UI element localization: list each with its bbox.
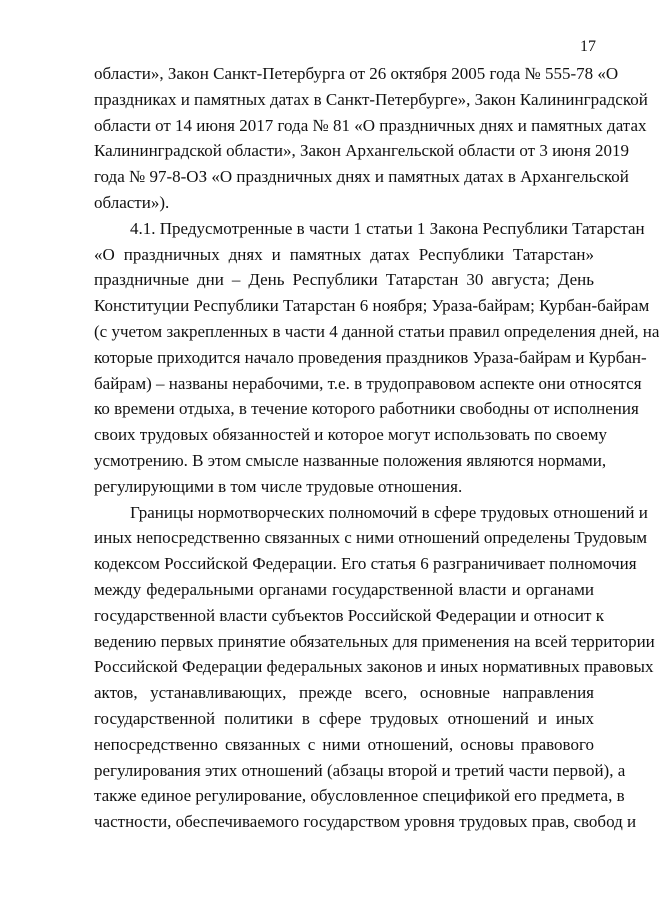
text-line: государственной власти субъектов Российской Федерации и относит к [94, 605, 604, 625]
text-line: праздниках и памятных датах в Санкт-Петербурге», Закон Калининградской [94, 89, 648, 109]
text-line: иных непосредственно связанных с ними отношений определены Трудовым [94, 528, 648, 548]
text-line: области»). [94, 192, 170, 212]
text-line: Калининградской области», Закон Архангельской области от 3 июня 2019 [94, 141, 630, 161]
text-line: области от 14 июня 2017 года № 81 «О праздничных днях и памятных датах [94, 115, 647, 135]
text-line: своих трудовых обязанностей и которое могут использовать по своему [94, 425, 607, 445]
text-line: актов, устанавливающих, прежде всего, основные направления [94, 683, 594, 703]
text-line: также единое регулирование, обусловленное спецификой его предмета, в [94, 786, 625, 806]
text-line: Российской Федерации федеральных законов и иных нормативных правовых [94, 657, 654, 677]
text-line: ко времени отдыха, в течение которого работники свободны от исполнения [94, 399, 639, 419]
text-line: частности, обеспечиваемого государством уровня трудовых прав, свобод и [94, 812, 637, 832]
text-line: непосредственно связанных с ними отношений, основы правового [94, 734, 594, 754]
text-line: года № 97-8-ОЗ «О праздничных днях и памятных датах в Архангельской [94, 167, 629, 187]
text-line: праздничные дни – День Республики Татарстан 30 августа; День [94, 270, 594, 290]
body-text [94, 61, 659, 835]
text-line: Конституции Республики Татарстан 6 ноября; Ураза-байрам; Курбан-байрам [94, 296, 650, 316]
text-line: между федеральными органами государственной власти и органами [94, 579, 594, 599]
text-line: регулирования этих отношений (абзацы второй и третий части первой), а [94, 760, 626, 780]
text-line: которые приходится начало проведения праздников Ураза-байрам и Курбан- [94, 347, 647, 367]
text-line: кодексом Российской Федерации. Его статья 6 разграничивает полномочия [94, 554, 637, 574]
text-line: государственной политики в сфере трудовых отношений и иных [94, 708, 594, 728]
page-number: 17 [580, 38, 596, 55]
paragraph-2 [94, 216, 659, 500]
text-line: 4.1. Предусмотренные в части 1 статьи 1 Закона Республики Татарстан [130, 218, 645, 238]
paragraph-3 [94, 500, 655, 835]
text-line: усмотрению. В этом смысле названные положения являются нормами, [94, 450, 607, 470]
text-line: ведению первых принятие обязательных для применения на всей территории [94, 631, 655, 651]
text-line: «О праздничных днях и памятных датах Республики Татарстан» [94, 244, 594, 264]
text-line: байрам) – названы нерабочими, т.е. в трудоправовом аспекте они относятся [94, 373, 642, 393]
text-line: Границы нормотворческих полномочий в сфере трудовых отношений и [130, 502, 648, 522]
paragraph-1 [94, 61, 648, 216]
text-line: области», Закон Санкт-Петербурга от 26 октября 2005 года № 555-78 «О [94, 64, 619, 83]
text-line: регулирующими в том числе трудовые отношения. [94, 476, 463, 496]
text-line: (с учетом закрепленных в части 4 данной статьи правил определения дней, на [94, 321, 659, 341]
